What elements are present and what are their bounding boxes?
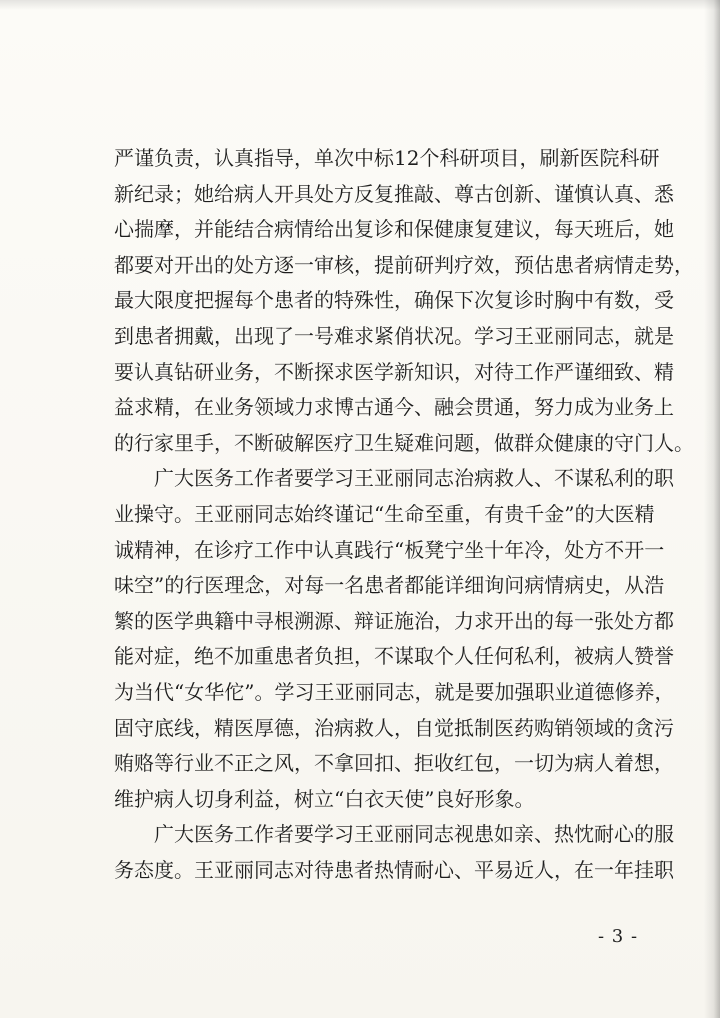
text-line: 最大限度把握每个患者的特殊性，确保下次复诊时胸中有数，受	[114, 288, 674, 313]
text-line: 要认真钻研业务，不断探求医学新知识，对待工作严谨细致、精	[114, 359, 674, 384]
text-line: 严谨负责，认真指导，单次中标12个科研项目，刷新医院科研	[114, 146, 660, 170]
page-number: - 3 -	[597, 926, 639, 947]
text-line: 味空”的行医理念，对每一名患者都能详细询问病情病史，从浩	[114, 573, 665, 598]
text-line: 新纪录；她给病人开具处方反复推敲、尊古创新、谨慎认真、悉	[114, 181, 674, 206]
text-line: 为当代“女华佗”。学习王亚丽同志，就是要加强职业道德修养，	[114, 679, 675, 704]
text-line: 的行家里手，不断破解医疗卫生疑难问题，做群众健康的守门人。	[114, 430, 694, 455]
text-line: 到患者拥戴，出现了一号难求紧俏状况。学习王亚丽同志，就是	[114, 323, 674, 348]
text-line: 能对症，绝不加重患者负担，不谋取个人任何私利，被病人赞誉	[114, 644, 674, 669]
text-line: 益求精，在业务领域力求博古通今、融会贯通，努力成为业务上	[114, 395, 674, 420]
text-line: 务态度。王亚丽同志对待患者热情耐心、平易近人，在一年挂职	[114, 857, 674, 882]
text-line: 繁的医学典籍中寻根溯源、辩证施治，力求开出的每一张处方都	[114, 608, 674, 633]
scan-shadow-edge	[704, 0, 720, 1018]
text-line: 固守底线，精医厚德，治病救人，自觉抵制医药购销领域的贪污	[114, 715, 674, 740]
text-line: 业操守。王亚丽同志始终谨记“生命至重，有贵千金”的大医精	[114, 501, 655, 526]
text-line: 诚精神，在诊疗工作中认真践行“板凳宁坐十年冷，处方不开一	[114, 537, 665, 562]
text-line: 贿赂等行业不正之风，不拿回扣、拒收红包，一切为病人着想，	[114, 751, 674, 776]
body-text	[114, 141, 694, 888]
paragraph-start-line: 广大医务工作者要学习王亚丽同志治病救人、不谋私利的职	[154, 466, 674, 491]
text-line: 心揣摩，并能结合病情给出复诊和保健康复建议，每天班后，她	[114, 217, 674, 242]
text-line: 都要对开出的处方逐一审核，提前研判疗效，预估患者病情走势，	[114, 252, 694, 277]
text-line: 维护病人切身利益，树立“白衣天使”良好形象。	[114, 786, 535, 811]
scan-shadow-top	[0, 0, 720, 10]
paragraph-start-line: 广大医务工作者要学习王亚丽同志视患如亲、热忱耐心的服	[154, 822, 674, 847]
